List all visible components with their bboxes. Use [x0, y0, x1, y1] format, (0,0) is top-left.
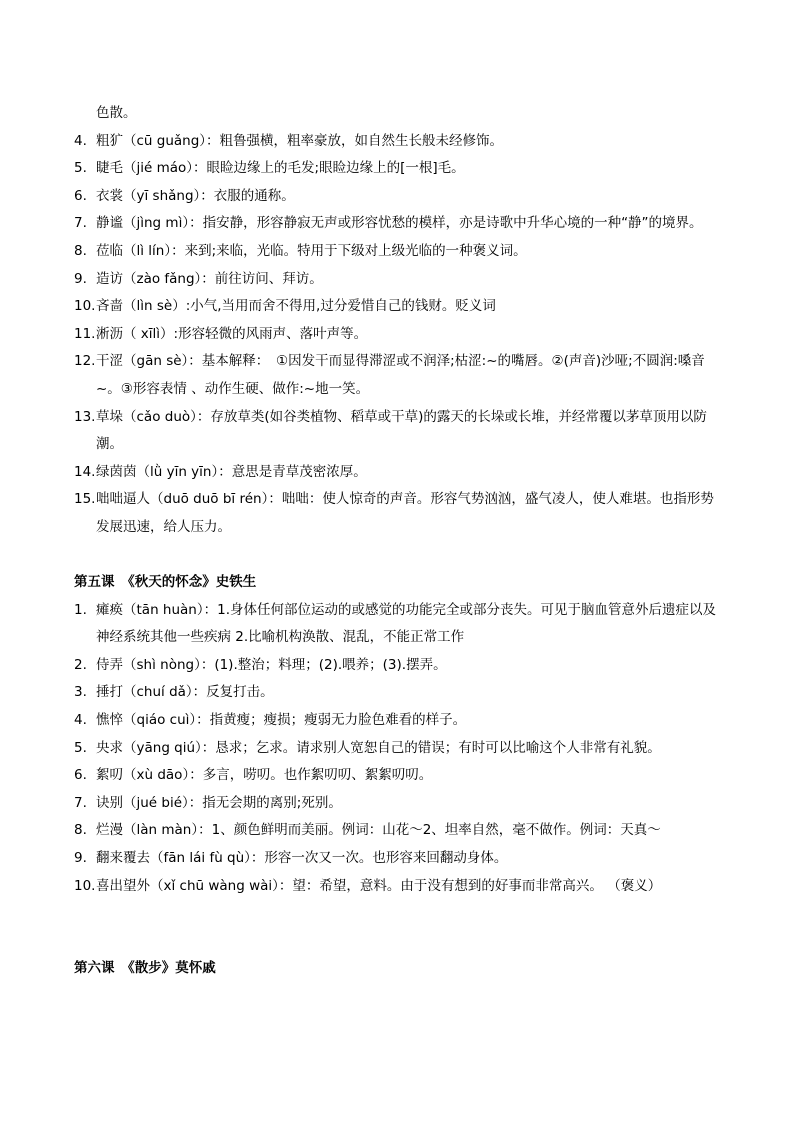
item-text: 吝啬（lìn sè）:小气,当用而舍不得用,过分爱惜自己的钱财。贬义词: [96, 298, 496, 315]
list-item: [74, 183, 726, 211]
list-item: [74, 459, 726, 487]
list-item: [74, 873, 726, 901]
item-text: 烂漫（làn màn）：1、颜色鲜明而美丽。例词：山花～2、坦率自然，毫不做作。例词：天真～: [96, 822, 661, 839]
item-text: 静谧（jìng mì）：指安静，形容静寂无声或形容忧愁的模样，亦是诗歌中升华心境的一种“静”的境界。: [96, 215, 703, 232]
item-number: 8.: [74, 242, 87, 259]
item-number: 2.: [74, 656, 87, 673]
item-number: 11.: [74, 325, 96, 342]
item-number: 9.: [74, 270, 87, 287]
list-item: [74, 321, 726, 349]
item-number: 9.: [74, 850, 87, 867]
list-item: [74, 348, 726, 403]
item-number: 14.: [74, 463, 96, 480]
list-item: [74, 735, 726, 763]
item-text: 瘫痪（tān huàn）：1.身体任何部位运动的或感觉的功能完全或部分丧失。可见于脑血管意外后遗症以及神经系统其他一些疾病 2.比喻机构涣散、混乱，不能正常工作: [96, 601, 716, 646]
list-item: [74, 155, 726, 183]
list-item: [74, 486, 726, 541]
list-item: [74, 404, 726, 459]
item-text: 翻来覆去（fān lái fù qù）：形容一次又一次。也形容来回翻动身体。: [96, 850, 508, 867]
list-item: [74, 128, 726, 156]
list-item: [74, 210, 726, 238]
list-item: [74, 817, 726, 845]
item-number: 10.: [74, 877, 96, 894]
lesson6-heading: 第六课 《散步》莫怀戚: [74, 960, 216, 977]
item-number: 8.: [74, 822, 87, 839]
item-number: 10.: [74, 298, 96, 315]
item-text: 憔悴（qiáo cuì）：指黄瘦；瘦损；瘦弱无力脸色难看的样子。: [96, 712, 467, 729]
list-item: [74, 790, 726, 818]
list-item: [74, 238, 726, 266]
lesson4-vocab-list: [74, 128, 726, 542]
list-item: [74, 597, 726, 652]
item-text: 絮叨（xù dāo）：多言，唠叨。也作絮叨叨、絮絮叨叨。: [96, 767, 433, 784]
item-number: 5.: [74, 160, 87, 177]
item-number: 1.: [74, 601, 87, 618]
item-text: 莅临（lì lín）：来到;来临，光临。特用于下级对上级光临的一种褒义词。: [96, 242, 527, 259]
item-text: 侍弄（shì nòng）：(1).整治；料理；(2).喂养；(3).摆弄。: [96, 656, 447, 673]
item-text: 捶打（chuí dǎ）：反复打击。: [96, 684, 274, 701]
list-item: [74, 707, 726, 735]
item-text: 淅沥（ xīlì）:形容轻微的风雨声、落叶声等。: [96, 325, 368, 342]
document-body: [74, 100, 726, 983]
item-number: 3.: [74, 684, 87, 701]
item-text: 造访（zào fǎng）：前往访问、拜访。: [96, 270, 323, 287]
item-text: 干涩（gān sè）：基本解释： ①因发干而显得滞涩或不润泽;枯涩:~的嘴唇。②(声音)沙哑;不圆润:嗓音~。③形容表情 、动作生硬、做作:~地一笑。: [96, 353, 705, 397]
section-spacer: [74, 900, 726, 955]
item-text: 央求（yāng qiú）：恳求；乞求。请求别人宽恕自己的错误；有时可以比喻这个人非常有礼貌。: [96, 739, 661, 756]
item-number: 5.: [74, 739, 87, 756]
item-number: 13.: [74, 408, 96, 425]
list-item: [74, 762, 726, 790]
item-number: 7.: [74, 215, 87, 232]
item-number: 6.: [74, 187, 87, 204]
continued-text: 色散。: [96, 105, 137, 121]
item-text: 草垛（cǎo duò）：存放草类(如谷类植物、稻草或干草)的露天的长垛或长堆，并经常覆以茅草顶用以防潮。: [96, 408, 707, 453]
list-item: [74, 845, 726, 873]
lesson5-vocab-list: [74, 597, 726, 901]
item-number: 7.: [74, 794, 87, 811]
item-text: 睫毛（jié máo）：眼睑边缘上的毛发;眼睑边缘上的[一根]毛。: [96, 160, 465, 177]
list-item: [74, 293, 726, 321]
item-number: 15.: [74, 491, 96, 508]
item-text: 粗犷（cū guǎng）：粗鲁强横，粗率豪放，如自然生长般未经修饰。: [96, 132, 504, 149]
list-item: [74, 679, 726, 707]
item-text: 诀别（jué bié）：指无会期的离别;死别。: [96, 794, 342, 811]
list-item: [74, 266, 726, 294]
item-number: 12.: [74, 353, 96, 370]
item-number: 4.: [74, 132, 87, 149]
item-text: 绿茵茵（lǜ yīn yīn）：意思是青草茂密浓厚。: [96, 463, 367, 480]
item-text: 喜出望外（xǐ chū wàng wài）：望：希望，意料。由于没有想到的好事而非常高兴。 （褒义）: [96, 877, 662, 894]
list-item: [74, 652, 726, 680]
lesson5-heading: 第五课 《秋天的怀念》史铁生: [74, 574, 257, 591]
item-number: 4.: [74, 712, 87, 729]
item-text: 咄咄逼人（duō duō bī rén）：咄咄：使人惊奇的声音。形容气势汹汹，盛气凌人，使人难堪。也指形势发展迅速，给人压力。: [96, 491, 714, 535]
section-spacer: [74, 542, 726, 570]
item-number: 6.: [74, 767, 87, 784]
item-text: 衣裳（yī shǎng）：衣服的通称。: [96, 187, 295, 204]
